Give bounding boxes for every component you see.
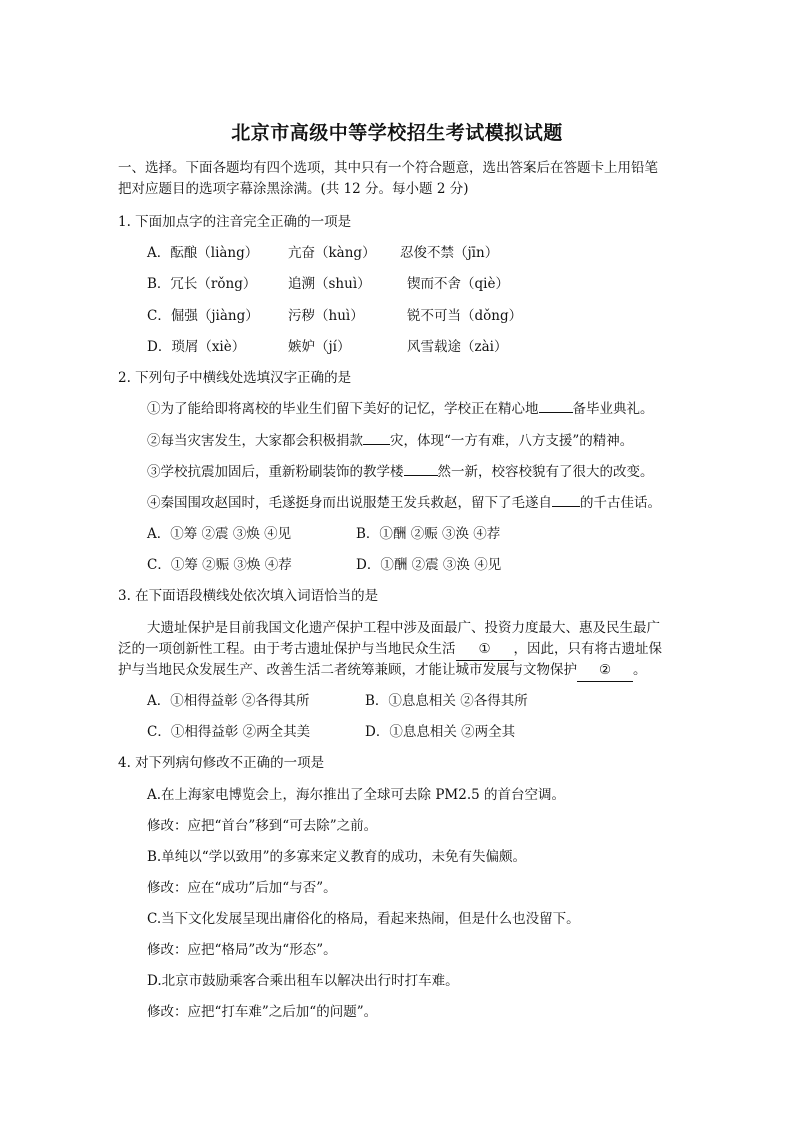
q1-option-a: A．酝酿（liàng） [147, 245, 259, 261]
q4-line: B.单纯以“学以致用”的多寡来定义教育的成功，未免有失偏颇。 [147, 849, 527, 865]
q1-option-c-word2: 污秽（huì） [288, 308, 364, 324]
fill-blank [404, 475, 438, 476]
q1-option-c-word3: 锐不可当（dǒng） [407, 308, 523, 324]
q2-sentence-3: ③学校抗震加固后，重新粉刷装饰的教学楼 然一新，校容校貌有了很大的改变。 [147, 464, 654, 480]
question-4-stem: 4. 对下列病句修改不正确的一项是 [118, 755, 325, 771]
q4-line: 修改：应把“首台”移到“可去除”之前。 [147, 818, 378, 834]
q2-sentence-1: ①为了能给即将离校的毕业生们留下美好的记忆，学校正在精心地 备毕业典礼。 [147, 401, 654, 417]
q2-sentence-2: ②每当灾害发生，大家都会积极捐款 灾，体现“一方有难，八方支援”的精神。 [147, 433, 634, 449]
question-3-stem: 3. 在下面语段横线处依次填入词语恰当的是 [118, 588, 379, 604]
q2-option-b: B．①酬 ②赈 ③涣 ④荐 [356, 526, 501, 542]
q1-option-d: D．琐屑（xiè） [147, 339, 246, 355]
q3-passage-line1: 大遗址保护是目前我国文化遗产保护工程中涉及面最广、投资力度最大、惠及民生最广 [147, 620, 660, 636]
q3-passage-line3: 护与当地民众发展生产、改善生活二者统筹兼顾，才能让城市发展与文物保护 ② 。 [118, 659, 647, 682]
q3-passage-line2: 泛的一项创新性工程。由于考古遗址保护与当地民众生活 ① ，因此，只有将古遗址保 [118, 638, 662, 661]
q2-option-c: C．①筹 ②赈 ③焕 ④荐 [147, 557, 292, 573]
fill-blank [552, 506, 580, 507]
q4-line: D.北京市鼓励乘客合乘出租车以解决出行时打车难。 [147, 973, 459, 989]
q3-option-c: C．①相得益彰 ②两全其美 [147, 724, 311, 740]
q1-option-b: B．冗长（rǒng） [147, 276, 257, 292]
q3-option-a: A．①相得益彰 ②各得其所 [147, 693, 310, 709]
q1-option-a-word3: 忍俊不禁（jīn） [400, 245, 499, 261]
q4-line: 修改：应在“成功”后加“与否”。 [147, 880, 337, 896]
fill-blank-1: ① [456, 638, 514, 661]
q2-option-d: D．①酬 ②震 ③涣 ④见 [356, 557, 502, 573]
fill-blank [539, 412, 573, 413]
section-instruction-line2: 把对应题目的选项字幕涂黑涂满。(共 12 分。每小题 2 分) [118, 181, 469, 197]
q2-sentence-4: ④秦国围攻赵国时，毛遂挺身而出说服楚王发兵救赵，留下了毛遂自 的千古佳话。 [147, 495, 661, 511]
q1-option-d-word2: 嫉妒（jí） [288, 339, 351, 355]
fill-blank-2: ② [577, 659, 633, 682]
q3-option-d: D．①息息相关 ②两全其 [365, 724, 516, 740]
q1-option-d-word3: 风雪载途（zài） [407, 339, 508, 355]
fill-blank [363, 444, 390, 445]
q1-option-b-word3: 锲而不舍（qiè） [407, 276, 509, 292]
q4-line: 修改：应把“格局”改为“形态”。 [147, 942, 337, 958]
q1-option-c: C．倔强（jiàng） [147, 308, 259, 324]
question-2-stem: 2. 下列句子中横线处选填汉字正确的是 [118, 370, 352, 386]
q4-line: C.当下文化发展呈现出庸俗化的格局，看起来热闹，但是什么也没留下。 [147, 911, 580, 927]
q1-option-a-word2: 亢奋（kàng） [288, 245, 376, 261]
q4-line: A.在上海家电博览会上，海尔推出了全球可去除 PM2.5 的首台空调。 [147, 787, 565, 803]
section-instruction-line1: 一、选择。下面各题均有四个选项，其中只有一个符合题意，选出答案后在答题卡上用铅笔 [118, 160, 658, 176]
question-1-stem: 1. 下面加点字的注音完全正确的一项是 [118, 214, 352, 230]
q4-line: 修改：应把“打车难”之后加“的问题”。 [147, 1004, 378, 1020]
page-title: 北京市高级中等学校招生考试模拟试题 [231, 122, 563, 144]
q1-option-b-word2: 追溯（shuì） [288, 276, 371, 292]
q3-option-b: B．①息息相关 ②各得其所 [365, 693, 528, 709]
q2-option-a: A．①筹 ②震 ③焕 ④见 [147, 526, 292, 542]
